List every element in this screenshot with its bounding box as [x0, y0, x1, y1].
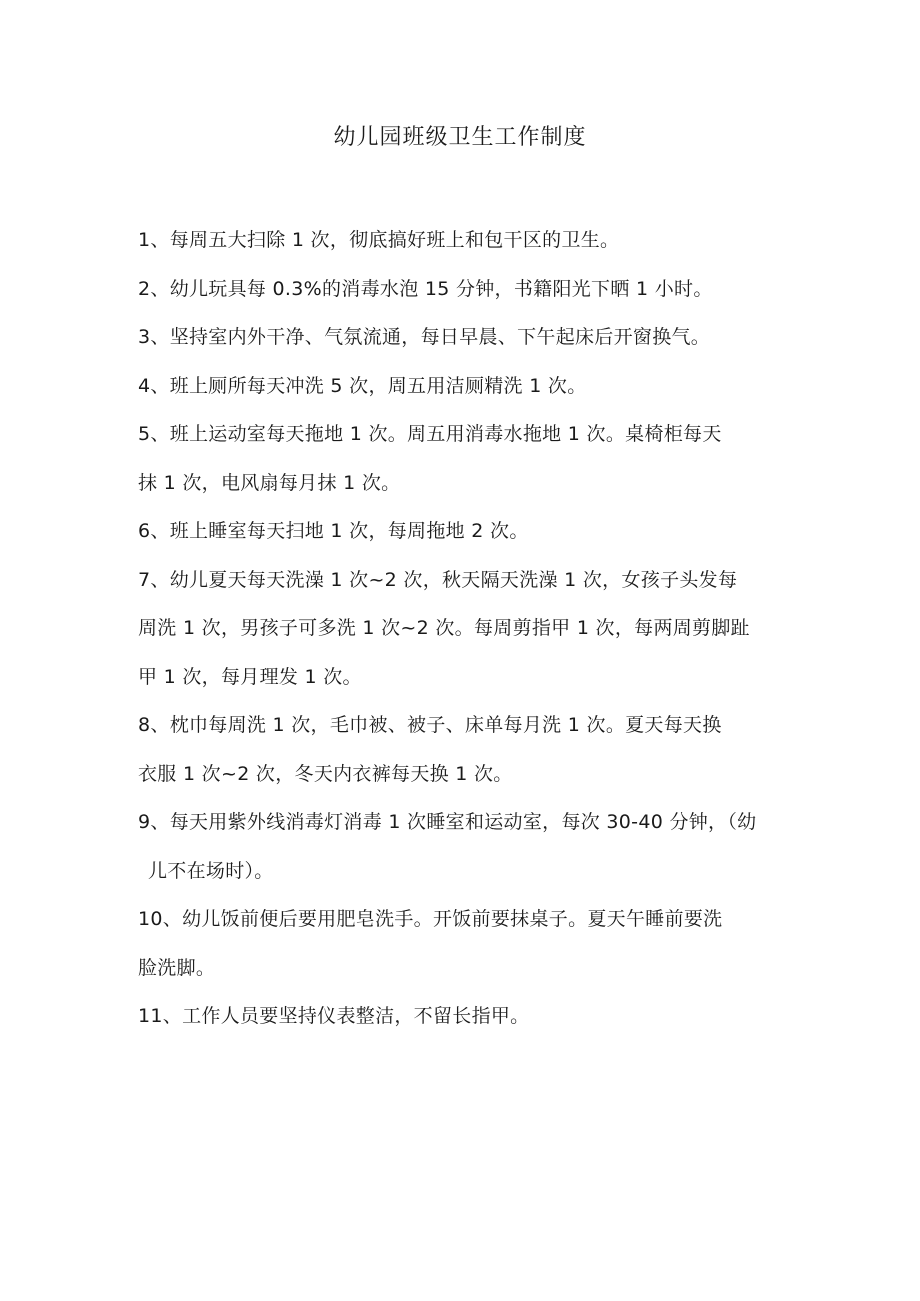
rules-list	[138, 216, 790, 1041]
rule-line: 7、幼儿夏天每天洗澡 1 次~2 次，秋天隔天洗澡 1 次，女孩子头发每	[138, 568, 738, 591]
rule-item-3	[138, 313, 790, 362]
rule-item-11	[138, 992, 790, 1041]
rule-line: 甲 1 次，每月理发 1 次。	[138, 665, 362, 688]
rule-line: 脸洗脚。	[138, 956, 216, 979]
rule-line: 周洗 1 次，男孩子可多洗 1 次~2 次。每周剪指甲 1 次，每两周剪脚趾	[138, 617, 750, 639]
rule-item-10	[138, 895, 790, 992]
rule-line: 衣服 1 次~2 次，冬天内衣裤每天换 1 次。	[138, 762, 513, 785]
rule-item-8	[138, 701, 790, 798]
rule-item-1	[138, 216, 790, 265]
rule-line: 2、幼儿玩具每 0.3%的消毒水泡 15 分钟，书籍阳光下晒 1 小时。	[138, 277, 713, 300]
rule-line: 5、班上运动室每天拖地 1 次。周五用消毒水拖地 1 次。桌椅柜每天	[138, 423, 722, 445]
rule-line: 6、班上睡室每天扫地 1 次，每周拖地 2 次。	[138, 520, 529, 542]
rule-line: 11、工作人员要坚持仪表整洁，不留长指甲。	[138, 1005, 530, 1027]
rule-line: 9、每天用紫外线消毒灯消毒 1 次睡室和运动室，每次 30-40 分钟，（幼	[138, 811, 757, 833]
rule-item-2	[138, 265, 790, 314]
rule-item-6	[138, 507, 790, 556]
rule-line: 3、坚持室内外干净、气氛流通，每日早晨、下午起床后开窗换气。	[138, 326, 711, 348]
document-title: 幼儿园班级卫生工作制度	[333, 125, 587, 150]
rule-line: 抹 1 次，电风扇每月抹 1 次。	[138, 471, 401, 494]
rule-line: 儿不在场时）。	[148, 859, 274, 882]
rule-line: 10、幼儿饭前便后要用肥皂洗手。开饭前要抹桌子。夏天午睡前要洗	[138, 908, 723, 930]
rule-item-4	[138, 362, 790, 411]
rule-item-9	[138, 798, 790, 895]
rule-line: 4、班上厕所每天冲洗 5 次，周五用洁厕精洗 1 次。	[138, 374, 587, 397]
rule-item-5	[138, 410, 790, 507]
rule-line: 8、枕巾每周洗 1 次，毛巾被、被子、床单每月洗 1 次。夏天每天换	[138, 714, 722, 736]
rule-item-7	[138, 556, 790, 702]
rule-line: 1、每周五大扫除 1 次，彻底搞好班上和包干区的卫生。	[138, 229, 620, 251]
